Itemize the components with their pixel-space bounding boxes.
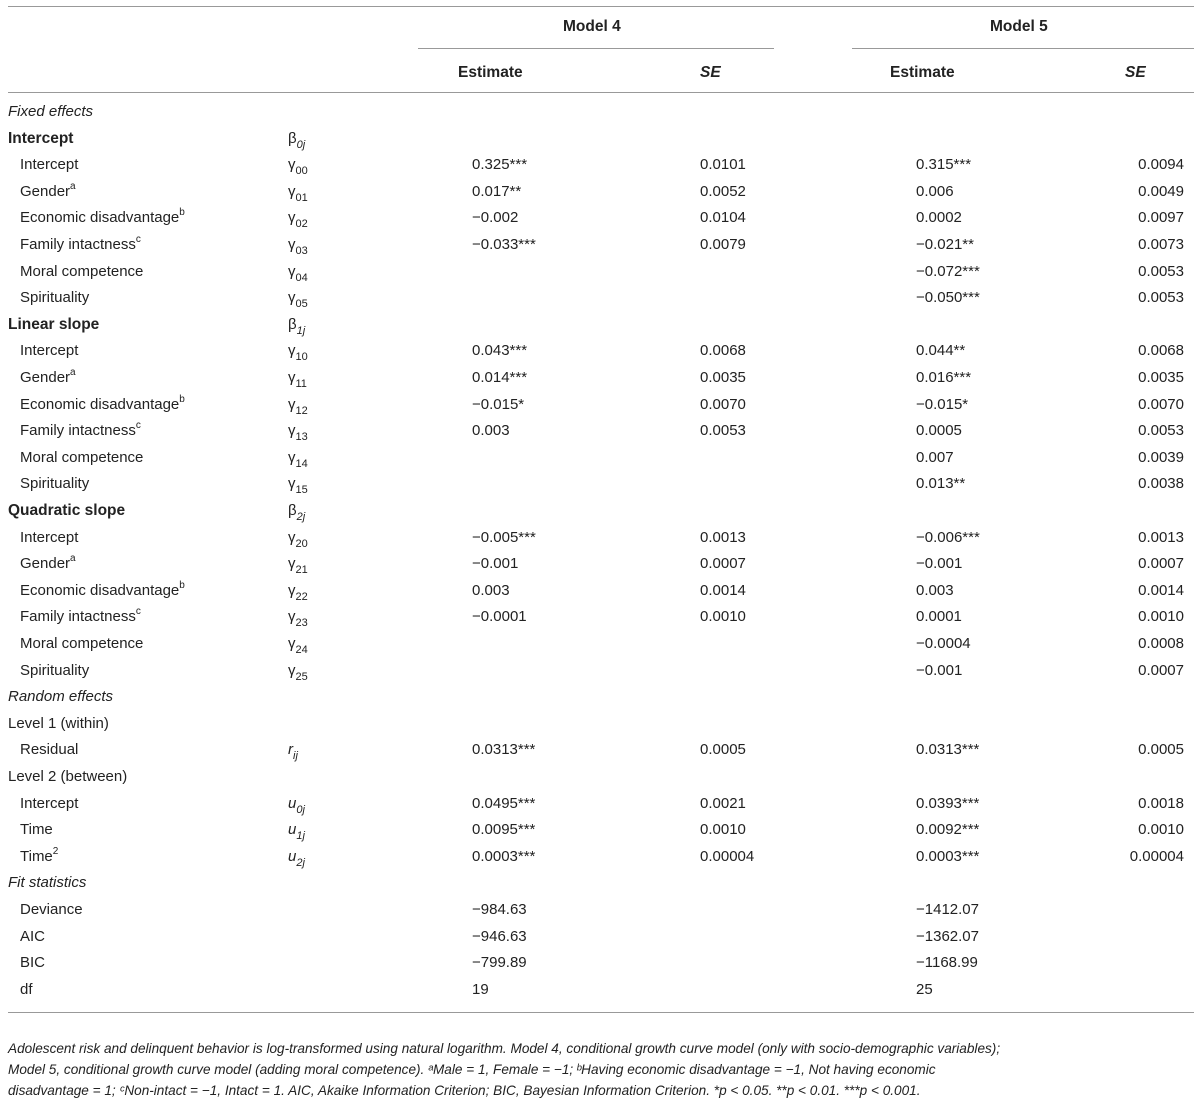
section-label: Level 2 (between) [8, 768, 128, 785]
model4-se-cell: 0.00004 [700, 847, 755, 865]
model4-estimate-cell: 0.014*** [472, 369, 528, 386]
section-label: Fixed effects [8, 103, 94, 120]
model5-estimate-cell: 0.006 [916, 182, 954, 200]
section-symbol: $\beta_{1j}$ [288, 315, 306, 337]
symbol-main: γ [288, 209, 296, 227]
model4-se-cell: 0.0052 [700, 182, 746, 200]
symbol-subscript: 0j [296, 138, 306, 151]
model5-se-cell: 0.0008 [1138, 635, 1184, 652]
row-label: Time$^2$ [20, 845, 59, 865]
model4-estimate-cell: 0.043*** [472, 342, 528, 360]
symbol-main: γ [288, 661, 296, 679]
footnote-line: Adolescent risk and delinquent behavior is log-transformed using natural logarithm. Model 4, conditional growth curve model (only with socio-demographic variables); [8, 1041, 1001, 1056]
row-label-superscript: b [179, 393, 185, 405]
row-label: Intercept [20, 342, 79, 360]
model4-se-cell: 0.0101 [700, 156, 746, 174]
footnote-line: disadvantage = 1; ᶜNon-intact = −1, Intact = 1. AIC, Akaike Information Criterion; BIC, Bayesian Information Criterion. *p < 0.05. **p < 0.01. ***p < 0.001. [8, 1083, 921, 1098]
symbol-main: γ [288, 422, 296, 440]
model5-estimate-cell: 25 [916, 980, 933, 998]
model4-estimate-cell: −0.033*** [472, 236, 536, 253]
symbol-main: u [288, 847, 297, 865]
model4-estimate-cell: −799.89 [472, 954, 527, 972]
model5-estimate-cell: 0.315*** [916, 156, 972, 174]
row-label: Family intactness$^c$ [20, 234, 141, 253]
model4-estimate-cell: 0.325*** [472, 156, 528, 174]
symbol-subscript: 14 [295, 457, 308, 470]
model4-estimate-cell: 0.0313*** [472, 741, 536, 759]
model5-se-cell: 0.0007 [1138, 555, 1184, 573]
model4-estimate-cell: 0.017** [472, 182, 522, 200]
symbol-main: γ [288, 395, 296, 413]
row-symbol [288, 448, 308, 468]
model4-estimate-cell: 0.003 [472, 422, 510, 440]
symbol-subscript: 1j [296, 830, 305, 843]
model5-se-cell: 0.0014 [1138, 581, 1184, 599]
row-label: Spirituality [20, 661, 90, 679]
row-label: Gender$^a$ [20, 180, 76, 200]
symbol-main: u [288, 794, 297, 812]
model4-estimate-cell: −0.015* [472, 395, 525, 413]
model5-estimate-cell: −0.072*** [916, 262, 980, 280]
model5-estimate-cell: 0.007 [916, 448, 954, 466]
model5-se-cell: 0.0073 [1138, 236, 1184, 253]
row-label-superscript: c [135, 420, 141, 432]
model4-se-cell: 0.0035 [700, 369, 746, 386]
row-label-superscript: a [70, 553, 76, 565]
row-symbol [288, 581, 308, 601]
row-label: Residual [20, 741, 79, 759]
model4-header: Model 4 [563, 18, 621, 35]
row-label: Intercept [20, 794, 79, 812]
symbol-main: γ [288, 262, 296, 280]
row-label-superscript: b [179, 207, 185, 219]
row-symbol [288, 474, 308, 497]
model5-estimate-cell: 0.0393*** [916, 794, 980, 812]
symbol-subscript: 2j [296, 511, 306, 523]
row-label-superscript: a [70, 180, 76, 192]
model5-estimate-cell: 0.0005 [916, 422, 962, 440]
symbol-subscript: 03 [295, 245, 308, 257]
symbol-main: u [288, 821, 297, 839]
row-label: Moral competence [20, 448, 144, 466]
symbol-subscript: 12 [295, 404, 308, 417]
table-footnote [8, 1038, 1196, 1101]
model5-se-cell: 0.0035 [1138, 369, 1184, 386]
row-symbol [288, 421, 308, 444]
row-symbol [288, 341, 308, 364]
row-label: Deviance [20, 901, 83, 918]
model5-se-cell: 0.0038 [1138, 475, 1184, 493]
row-label-superscript: 2 [52, 845, 59, 857]
symbol-subscript: 23 [295, 617, 308, 630]
row-label-superscript: c [135, 606, 141, 618]
row-label: AIC [20, 927, 46, 945]
model4-se-cell: 0.0079 [700, 236, 746, 253]
symbol-subscript: ij [293, 750, 298, 763]
row-symbol [288, 182, 308, 202]
symbol-subscript: 20 [295, 537, 308, 550]
model5-estimate-cell: 0.044** [916, 342, 966, 360]
model5-estimate-cell: −0.021** [916, 236, 974, 253]
model5-estimate-cell: −0.006*** [916, 528, 980, 546]
row-label: Family intactness$^c$ [20, 420, 141, 440]
header-rule [8, 92, 1194, 93]
row-symbol [288, 554, 308, 577]
symbol-main: γ [288, 555, 296, 573]
symbol-subscript: 15 [295, 484, 308, 497]
row-label-superscript: c [135, 234, 141, 245]
model5-header: Model 5 [990, 18, 1048, 35]
section-label: Random effects [8, 688, 114, 706]
row-symbol [288, 528, 308, 548]
symbol-main: γ [288, 182, 296, 200]
symbol-main: γ [288, 608, 296, 626]
row-symbol [288, 820, 305, 843]
model4-estimate-cell: 0.0495*** [472, 794, 536, 812]
section-label: Level 1 (within) [8, 714, 109, 732]
model5-se-cell: 0.00004 [1129, 847, 1184, 865]
model4-se-cell: 0.0068 [700, 342, 746, 360]
model5-estimate-cell: −0.015* [916, 395, 969, 413]
symbol-main: γ [288, 448, 296, 466]
symbol-main: γ [288, 289, 296, 307]
model5-estimate-cell: 0.0003*** [916, 847, 980, 865]
model5-estimate-cell: 0.016*** [916, 369, 972, 386]
row-label: Intercept [20, 528, 79, 546]
model5-se-cell: 0.0049 [1138, 182, 1184, 200]
model4-se-header: SE [700, 64, 721, 81]
symbol-subscript: 02 [295, 218, 308, 231]
model4-se-cell: 0.0013 [700, 528, 746, 546]
row-label: Gender$^a$ [20, 367, 76, 386]
bottom-rule [8, 1012, 1194, 1013]
row-label: Moral competence [20, 262, 144, 280]
model5-estimate-cell: 0.0092*** [916, 821, 980, 839]
model4-se-cell: 0.0053 [700, 422, 746, 440]
section-label: Quadratic slope [8, 502, 126, 519]
model5-estimate-cell: 0.013** [916, 475, 966, 493]
model5-estimate-cell: −1412.07 [916, 901, 979, 918]
model4-estimate-cell: −946.63 [472, 927, 527, 945]
symbol-main: γ [288, 635, 296, 652]
row-label: Spirituality [20, 289, 90, 307]
symbol-subscript: 0j [296, 803, 305, 816]
model5-se-cell: 0.0094 [1138, 156, 1184, 174]
row-label: BIC [20, 954, 46, 972]
model4-se-cell: 0.0021 [700, 794, 746, 812]
model5-se-cell: 0.0018 [1138, 794, 1184, 812]
row-label: Time [20, 821, 53, 839]
symbol-subscript: 25 [295, 670, 308, 683]
symbol-subscript: 01 [295, 191, 308, 204]
symbol-main: γ [288, 528, 296, 546]
model5-se-cell: 0.0097 [1138, 209, 1184, 227]
model4-estimate-cell: −984.63 [472, 901, 527, 918]
symbol-main: γ [288, 581, 296, 599]
row-symbol [288, 262, 308, 282]
row-symbol [288, 235, 308, 255]
model4-se-cell: 0.0005 [700, 741, 746, 759]
model5-estimate-cell: −0.001 [916, 661, 963, 679]
model4-estimate-cell: −0.0001 [472, 608, 527, 626]
model5-estimate-cell: 0.0002 [916, 209, 962, 227]
model5-se-cell: 0.0005 [1138, 741, 1184, 759]
model4-estimate-cell: −0.001 [472, 555, 519, 573]
model5-se-cell: 0.0010 [1138, 821, 1184, 839]
row-label: Gender$^a$ [20, 553, 76, 573]
symbol-subscript: 24 [295, 644, 308, 656]
symbol-main: γ [288, 236, 296, 253]
row-label: Intercept [20, 156, 79, 174]
section-label: Linear slope [8, 315, 100, 333]
symbol-subscript: 04 [295, 271, 308, 284]
model5-estimate-cell: −1362.07 [916, 927, 979, 945]
row-label: Economic disadvantage$^b$ [20, 579, 185, 599]
model5-se-cell: 0.0007 [1138, 661, 1184, 679]
model5-se-cell: 0.0053 [1138, 262, 1184, 280]
row-label-superscript: a [70, 367, 76, 378]
model5-se-cell: 0.0053 [1138, 289, 1184, 307]
symbol-subscript: 11 [295, 378, 307, 390]
model5-se-header: SE [1125, 64, 1146, 81]
symbol-subscript: 22 [295, 590, 308, 603]
row-symbol [288, 794, 305, 814]
symbol-subscript: 00 [295, 165, 308, 178]
row-label: Spirituality [20, 475, 90, 493]
row-symbol [288, 661, 308, 681]
section-symbol: $\beta_{0j}$ [288, 129, 306, 151]
footnote-line: Model 5, conditional growth curve model (adding moral competence). ᵃMale = 1, Female = −1; ᵇHaving economic disadvantage = −1, Not having economic [8, 1062, 936, 1077]
row-symbol [288, 155, 308, 178]
model5-estimate-cell: 0.0313*** [916, 741, 980, 759]
row-symbol [288, 847, 305, 867]
model5-estimate-cell: −0.050*** [916, 289, 980, 307]
model4-estimate-cell: −0.002 [472, 209, 519, 227]
row-label-superscript: b [179, 579, 185, 591]
symbol-main: r [288, 741, 293, 759]
model5-se-cell: 0.0013 [1138, 528, 1184, 546]
row-label: Economic disadvantage$^b$ [20, 393, 185, 413]
top-rule [8, 6, 1194, 7]
symbol-subscript: 2j [296, 856, 305, 869]
symbol-subscript: 1j [296, 324, 306, 337]
model4-se-cell: 0.0104 [700, 209, 746, 227]
model4-se-cell: 0.0014 [700, 581, 746, 599]
section-symbol: $\beta_{2j}$ [288, 502, 306, 523]
row-symbol [288, 368, 307, 388]
model5-estimate-header: Estimate [890, 64, 955, 81]
model5-se-cell: 0.0039 [1138, 448, 1184, 466]
model4-estimate-cell: −0.005*** [472, 528, 536, 546]
model5-se-cell: 0.0068 [1138, 342, 1184, 360]
section-label: Fit statistics [8, 874, 87, 892]
row-symbol [288, 395, 308, 415]
model4-estimate-header: Estimate [458, 64, 523, 81]
model5-se-cell: 0.0070 [1138, 395, 1184, 413]
model4-underline [418, 48, 774, 49]
model4-estimate-cell: 0.0003*** [472, 847, 536, 865]
model5-estimate-cell: 0.003 [916, 581, 954, 599]
model4-se-cell: 0.0010 [700, 821, 746, 839]
model5-se-cell: 0.0010 [1138, 608, 1184, 626]
model5-estimate-cell: 0.0001 [916, 608, 962, 626]
row-label: Economic disadvantage$^b$ [20, 207, 185, 227]
model4-se-cell: 0.0070 [700, 395, 746, 413]
symbol-subscript: 05 [295, 298, 308, 311]
row-label: Moral competence [20, 635, 144, 652]
model5-estimate-cell: −0.001 [916, 555, 963, 573]
row-label: Family intactness$^c$ [20, 606, 141, 626]
symbol-main: γ [288, 369, 296, 386]
row-symbol [288, 740, 298, 763]
symbol-main: γ [288, 342, 296, 360]
model4-estimate-cell: 19 [472, 980, 489, 998]
symbol-subscript: 13 [295, 431, 308, 444]
model4-estimate-cell: 0.003 [472, 581, 510, 599]
model5-underline [852, 48, 1194, 49]
row-symbol [288, 634, 308, 654]
symbol-main: γ [288, 156, 296, 174]
symbol-subscript: 10 [295, 351, 308, 364]
row-symbol [288, 288, 308, 311]
symbol-subscript: 21 [295, 564, 308, 577]
model5-estimate-cell: −0.0004 [916, 635, 971, 652]
model5-estimate-cell: −1168.99 [916, 954, 978, 972]
model5-se-cell: 0.0053 [1138, 422, 1184, 440]
model4-se-cell: 0.0010 [700, 608, 746, 626]
section-label: Intercept [8, 129, 74, 147]
row-label: df [20, 980, 33, 998]
row-symbol [288, 208, 308, 231]
symbol-main: γ [288, 475, 296, 493]
row-symbol [288, 607, 308, 630]
model4-se-cell: 0.0007 [700, 555, 746, 573]
model4-estimate-cell: 0.0095*** [472, 821, 536, 839]
